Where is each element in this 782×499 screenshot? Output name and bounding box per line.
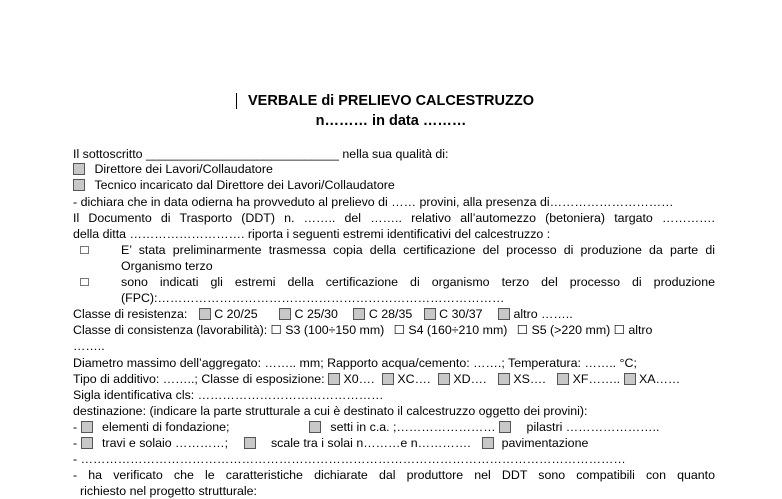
consistency-option: S5 (>220 mm) bbox=[531, 323, 611, 337]
destination-option: pavimentazione bbox=[501, 436, 589, 450]
destination-row-1 bbox=[73, 420, 659, 435]
company-line: della ditta ………………………. riporta i seguenti estremi identificativi del calcestruzzo : bbox=[73, 227, 551, 241]
verification-line1: - ha verificato che le caratteristiche dichiarate dal produttore nel DDT sono compatibili con quanto bbox=[73, 468, 715, 482]
cert-fpc-line1: sono indicati gli estremi della certificazione di organismo terzo del processo di produzione bbox=[121, 275, 715, 289]
exposure-checkbox[interactable] bbox=[624, 373, 636, 385]
dash: - bbox=[73, 436, 78, 450]
resistance-checkbox[interactable] bbox=[424, 308, 436, 320]
sampling-line: - dichiara che in data odierna ha provveduto al prelievo di …… provini, alla presenza di………………………… bbox=[73, 195, 674, 209]
consistency-class-label: Classe di consistenza (lavorabilità): bbox=[73, 323, 268, 337]
consistency-continuation: …….. bbox=[73, 339, 105, 353]
bullet-glyph bbox=[80, 275, 89, 290]
consistency-option: S4 (160÷210 mm) bbox=[408, 323, 508, 337]
checkbox-glyph[interactable]: ☐ bbox=[613, 323, 625, 337]
destination-checkbox[interactable] bbox=[482, 437, 494, 449]
consistency-option: altro bbox=[628, 323, 653, 337]
role-option-tecnico bbox=[73, 178, 395, 193]
exposure-checkbox[interactable] bbox=[328, 373, 340, 385]
exposure-option: XC…. bbox=[397, 372, 431, 386]
exposure-option: XA…… bbox=[639, 372, 681, 386]
resistance-option: C 30/37 bbox=[439, 307, 483, 321]
document-title: VERBALE di PRELIEVO CALCESTRUZZO bbox=[248, 93, 534, 109]
role-option-dl bbox=[73, 162, 273, 177]
exposure-checkbox[interactable] bbox=[438, 373, 450, 385]
checkbox-glyph[interactable]: ☐ bbox=[516, 323, 528, 337]
destination-option: pilastri ………………….. bbox=[526, 420, 660, 434]
exposure-option: XD…. bbox=[453, 372, 487, 386]
signatory-line bbox=[73, 147, 449, 162]
resistance-checkbox[interactable] bbox=[279, 308, 291, 320]
resistance-option: C 28/35 bbox=[368, 307, 413, 321]
resistance-option: altro …….. bbox=[513, 307, 573, 321]
exposure-option: XF…….. bbox=[572, 372, 621, 386]
exposure-checkbox[interactable] bbox=[382, 373, 394, 385]
document-subtitle: n……… in data ……… bbox=[315, 113, 467, 129]
signatory-blank[interactable]: ____________________________ bbox=[146, 147, 339, 161]
exposure-checkbox[interactable] bbox=[498, 373, 510, 385]
aggregate-line: Diametro massimo dell’aggregato: …….. mm; Rapporto acqua/cemento: …….; Temperatura: …….. °C; bbox=[73, 356, 637, 370]
bullet-glyph bbox=[80, 243, 89, 258]
exposure-option: X0…. bbox=[343, 372, 375, 386]
cert-fpc-line2: (FPC):………………………………………………………………………… bbox=[121, 291, 505, 305]
additive-exposure-label: Tipo di additivo: ……..; Classe di esposizione: bbox=[73, 372, 325, 386]
resistance-class-label: Classe di resistenza: bbox=[73, 307, 188, 321]
destination-checkbox[interactable] bbox=[81, 437, 93, 449]
resistance-checkbox[interactable] bbox=[498, 308, 510, 320]
signatory-label: Il sottoscritto bbox=[73, 147, 143, 161]
resistance-checkbox[interactable] bbox=[199, 308, 211, 320]
consistency-class-row bbox=[73, 323, 652, 338]
checkbox-glyph[interactable]: ☐ bbox=[270, 323, 282, 337]
role-tecnico-label: Tecnico incaricato dal Direttore dei Lavori/Collaudatore bbox=[94, 178, 395, 192]
destination-checkbox[interactable] bbox=[81, 421, 93, 433]
destination-checkbox[interactable] bbox=[309, 421, 321, 433]
role-label: nella sua qualità di: bbox=[342, 147, 449, 161]
cert-transmitted-line1: E’ stata preliminarmente trasmessa copia della certificazione del processo di produzione da parte di bbox=[121, 243, 715, 257]
destination-option: scale tra i solai n………e n…………. bbox=[270, 436, 471, 450]
checkbox-glyph[interactable]: ☐ bbox=[393, 323, 405, 337]
resistance-checkbox[interactable] bbox=[353, 308, 365, 320]
resistance-class-row bbox=[73, 307, 573, 322]
concrete-id-line: Sigla identificativa cls: ……………………………………… bbox=[73, 388, 384, 402]
resistance-option: C 25/30 bbox=[294, 307, 338, 321]
role-tecnico-checkbox[interactable] bbox=[73, 179, 85, 191]
verification-line2: richiesto nel progetto strutturale: bbox=[80, 484, 258, 498]
ddt-line: Il Documento di Trasporto (DDT) n. …….. del …….. relativo all’automezzo (betoniera) targato …………. bbox=[73, 211, 715, 225]
destination-option: setti in c.a. ;…………………… bbox=[330, 420, 496, 434]
other-destination-line: - …………………………………………………………………………………………………………………… bbox=[73, 452, 626, 466]
exposure-class-row bbox=[73, 372, 680, 387]
destination-option: travi e solaio …………; bbox=[102, 436, 229, 450]
exposure-checkbox[interactable] bbox=[557, 373, 569, 385]
destination-row-2 bbox=[73, 436, 588, 451]
cert-transmitted-line2: Organismo terzo bbox=[121, 259, 213, 273]
consistency-option: S3 (100÷150 mm) bbox=[285, 323, 385, 337]
destination-checkbox[interactable] bbox=[499, 421, 511, 433]
dash: - bbox=[73, 420, 78, 434]
destination-option: elementi di fondazione; bbox=[102, 420, 230, 434]
resistance-option: C 20/25 bbox=[214, 307, 258, 321]
role-dl-checkbox[interactable] bbox=[73, 163, 85, 175]
exposure-option: XS…. bbox=[513, 372, 546, 386]
destination-checkbox[interactable] bbox=[244, 437, 256, 449]
destination-line: destinazione: (indicare la parte strutturale a cui è destinato il calcestruzzo oggetto dei provini): bbox=[73, 404, 588, 418]
role-dl-label: Direttore dei Lavori/Collaudatore bbox=[94, 162, 273, 176]
